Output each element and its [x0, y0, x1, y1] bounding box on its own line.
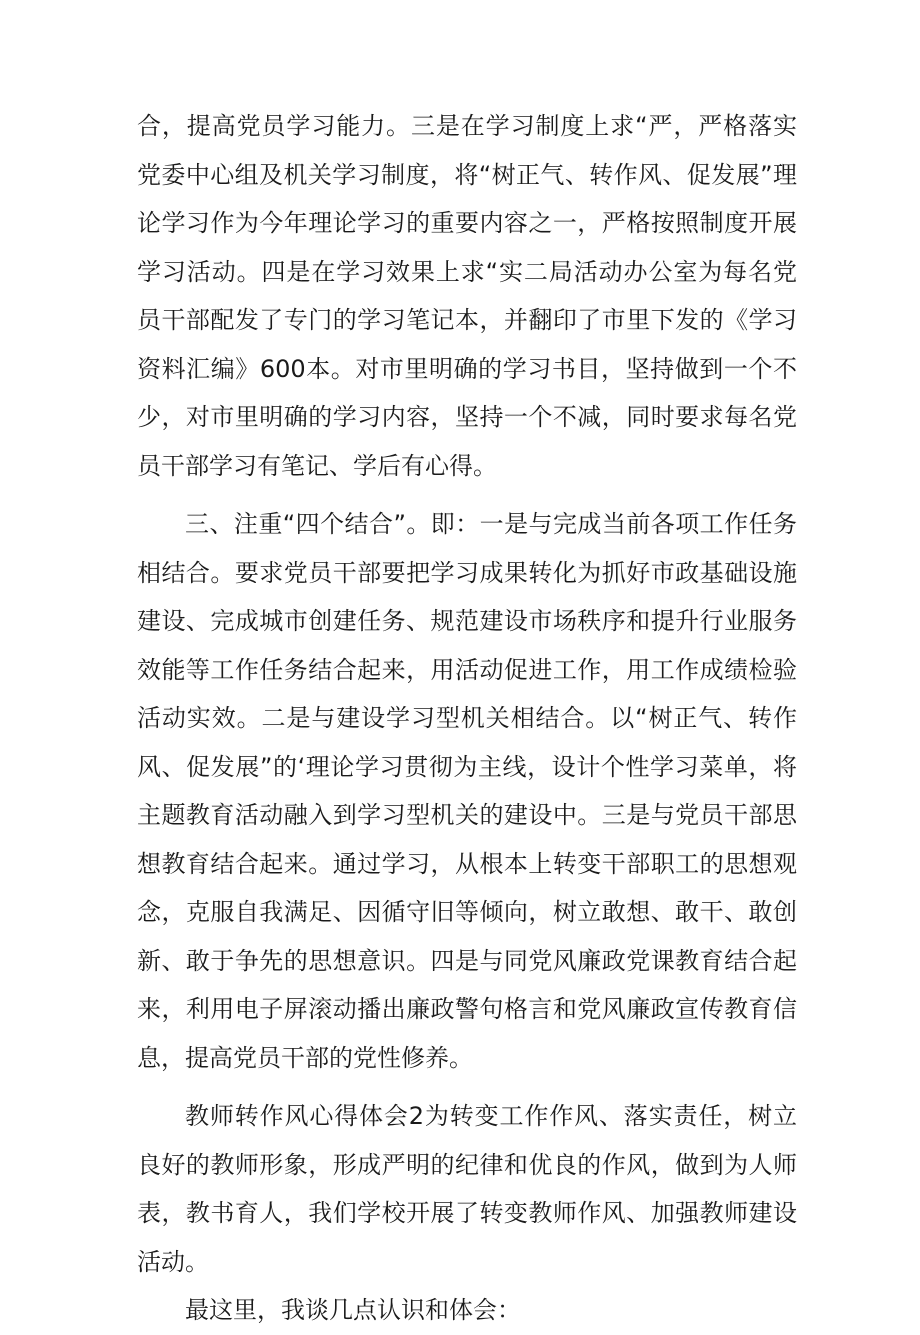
paragraph-four-combinations: 三、注重“四个结合”。即：一是与完成当前各项工作任务相结合。要求党员干部要把学习成果转化为抓好市政基础设施建设、完成城市创建任务、规范建设市场秩序和提升行业服务效能等工作任务结合起来，用活动促进工作，用工作成绩检验活动实效。二是与建设学习型机关相结合。以“树正气、转作风、促发展”的‘理论学习贯彻为主线，设计个性学习菜单，将主题教育活动融入到学习型机关的建设中。三是与党员干部思想教育结合起来。通过学习，从根本上转变干部职工的思想观念，克服自我满足、因循守旧等倾向，树立敢想、敢干、敢创新、敢于争先的思想意识。四是与同党风廉政党课教育结合起来，利用电子屏滚动播出廉政警句格言和党风廉政宣传教育信息，提高党员干部的党性修养。	[137, 510, 797, 1072]
paragraph-closing: 最这里，我谈几点认识和体会：	[185, 1296, 521, 1324]
document-body	[137, 102, 797, 1335]
paragraph-study-system: 合，提高党员学习能力。三是在学习制度上求“严，严格落实党委中心组及机关学习制度，将“树正气、转作风、促发展”理论学习作为今年理论学习的重要内容之一，严格按照制度开展学习活动。四是在学习效果上求“实二局活动办公室为每名党员干部配发了专门的学习笔记本，并翻印了市里下发的《学习资料汇编》600本。对市里明确的学习书目，坚持做到一个不少，对市里明确的学习内容，坚持一个不减，同时要求每名党员干部学习有笔记、学后有心得。	[137, 112, 797, 480]
paragraph-teacher-style: 教师转作风心得体会2为转变工作作风、落实责任，树立良好的教师形象，形成严明的纪律和优良的作风，做到为人师表，教书育人，我们学校开展了转变教师作风、加强教师建设活动。	[137, 1102, 797, 1276]
